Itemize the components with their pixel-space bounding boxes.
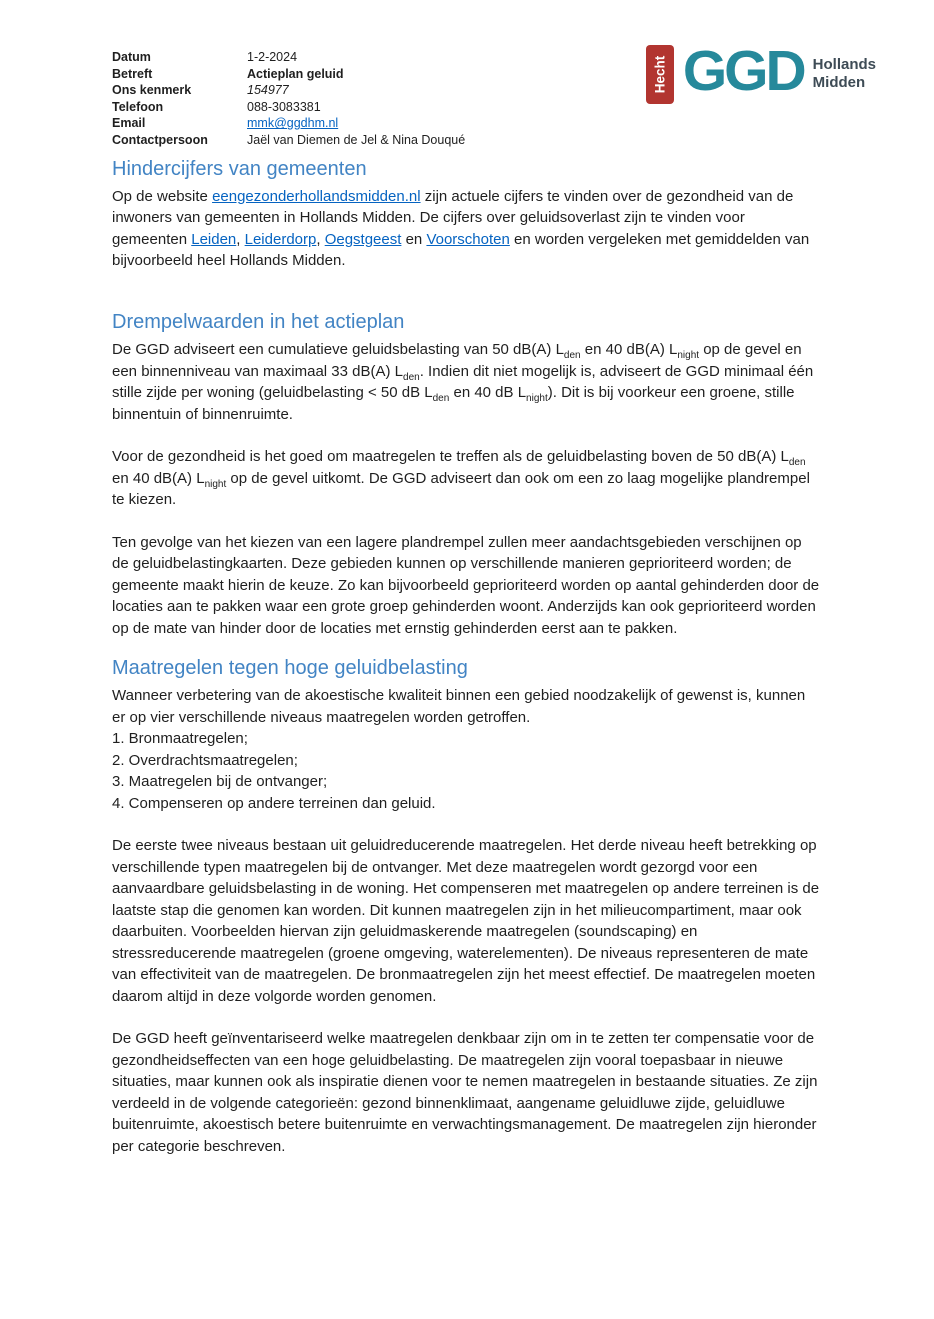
paragraph: [112, 835, 820, 1007]
text-run: De GGD heeft geïnventariseerd welke maatregelen denkbaar zijn om in te zetten ter compensatie voor de gezondheidseffecten van een hoge geluidbelasting. De maatregelen zijn vooral toepasbaar in nieuwe situaties, maar kunnen ook als inspiratie dienen voor te nemen maatregelen in bestaande situaties. Ze zijn verdeeld in de volgende categorieën: gezond binnenklimaat, aangename geluidluwe zijde, geluidluwe buitenruimte, akoestisch betere buitenruimte en verwachtingsmanagement. De maatregelen zijn hieronder per categorie beschreven.: [112, 1030, 818, 1155]
ggd-logo: [646, 39, 876, 104]
meta-value: 088-3083381: [247, 99, 321, 114]
ggd-region-name: [813, 56, 876, 92]
paragraph: [112, 186, 820, 272]
meta-row: [112, 82, 512, 99]
paragraph: [112, 532, 820, 640]
text-run: en 40 dB(A) L: [112, 469, 205, 487]
meta-value: Actieplan geluid: [247, 66, 344, 81]
subscript-text: den: [432, 393, 450, 405]
section-heading-maatregelen: Maatregelen tegen hoge geluidbelasting: [112, 657, 468, 680]
hyperlink[interactable]: eengezonderhollandsmidden.nl: [212, 187, 421, 205]
hecht-logo-text: Hecht: [652, 55, 668, 94]
meta-value: 1-2-2024: [247, 50, 298, 64]
subscript-text: night: [526, 393, 548, 405]
subscript-text: night: [204, 478, 227, 490]
text-run: op de gevel uitkomt. De GGD adviseert dan ook om een zo laag mogelijke plandrempel te kiezen.: [112, 469, 810, 509]
list-line: [112, 771, 820, 793]
hyperlink[interactable]: Leiden: [191, 230, 237, 248]
letter-header: [0, 0, 934, 149]
list-line: [112, 750, 820, 772]
hyperlink[interactable]: Voorschoten: [426, 230, 510, 248]
text-run: Voor de gezondheid is het goed om maatregelen te treffen als de geluidbelasting boven de 50 dB(A) L: [112, 448, 789, 466]
meta-row: [112, 49, 512, 66]
text-run: 3. Maatregelen bij de ontvanger;: [112, 773, 328, 791]
section-maatregelen: [112, 657, 820, 1157]
paragraph: [112, 446, 820, 511]
text-run: Op de website: [112, 187, 213, 205]
text-run: ,: [236, 230, 245, 248]
ggd-region-line1: Hollands: [812, 56, 876, 73]
section-heading-drempelwaarden: Drempelwaarden in het actieplan: [112, 311, 405, 334]
email-link[interactable]: mmk@ggdhm.nl: [247, 116, 339, 131]
hyperlink[interactable]: Leiderdorp: [244, 230, 317, 248]
meta-row: [112, 99, 512, 116]
subscript-text: den: [403, 371, 420, 383]
text-run: en 40 dB(A) L: [580, 341, 678, 359]
hyperlink[interactable]: Oegstgeest: [324, 230, 402, 248]
text-run: op de gevel en een binnenniveau van maximaal 33 dB(A) L: [112, 341, 802, 380]
text-run: Wanneer verbetering van de akoestische kwaliteit binnen een gebied noodzakelijk of gewenst is, kunnen er op vier verschillende niveaus maatregelen worden getroffen.: [112, 687, 806, 726]
text-run: zijn actuele cijfers te vinden over de gezondheid van de inwoners van gemeenten in Hollands Midden. De cijfers over geluidsoverlast zijn te vinden voor gemeenten: [112, 187, 794, 248]
text-run: en: [401, 230, 427, 248]
text-run: en 40 dB L: [449, 384, 527, 402]
paragraph: [112, 1028, 820, 1157]
section-hindercijfers: [112, 158, 820, 272]
list-line: [112, 793, 820, 815]
text-run: ,: [316, 230, 325, 248]
ggd-region-line2: Midden: [812, 74, 866, 91]
section-heading-hindercijfers: Hindercijfers van gemeenten: [112, 157, 367, 180]
text-run: De eerste twee niveaus bestaan uit geluidreducerende maatregelen. Het derde niveau heeft betrekking op verschillende typen maatregelen bij de ontvanger. Met deze maatregelen wordt gezorgd voor een aanvaardbare geluidsbelasting in de woning. Het compenseren met maatregelen op andere terreinen is de laatste stap die genomen kan worden. Dit kunnen maatregelen zijn in het milieucompartiment, maar ook daarbuiten. Voorbeelden hiervan zijn geluidmaskerende maatregelen (soundscaping) en stressreducerende maatregelen (groene omgeving, waterelementen). De niveaus representeren de mate van effectiviteit van de maatregelen. De bronmaatregelen zijn het meest effectief. De maatregelen moeten daarom altijd in deze volgorde worden genomen.: [112, 837, 820, 1005]
text-run: 2. Overdrachtsmaatregelen;: [112, 751, 298, 769]
meta-row: [112, 66, 512, 83]
document-body: [0, 149, 934, 1158]
meta-block: [112, 49, 512, 149]
text-run: . Indien dit niet mogelijk is, adviseert de GGD minimaal één stille zijde per woning (geluidbelasting < 50 dB L: [112, 362, 814, 402]
meta-label: Telefoon: [112, 99, 164, 114]
text-run: ). Dit is bij voorkeur een groene, stille binnentuin of binnenruimte.: [112, 384, 795, 423]
text-run: 4. Compenseren op andere terreinen dan geluid.: [112, 794, 436, 812]
meta-row: [112, 132, 512, 149]
subscript-text: den: [563, 350, 581, 362]
text-run: 1. Bronmaatregelen;: [112, 730, 248, 748]
text-run: Ten gevolge van het kiezen van een lagere plandrempel zullen meer aandachtsgebieden verschijnen op de geluidbelastingkaarten. Deze gebieden kunnen op verschillende manieren geprioriteerd worden; de gemeente maakt hierin de keuze. Zo kan bijvoorbeeld geprioriteerd worden op aantal gehinderden door de locaties aan te pakken waar een grote groep gehinderden woont. Anderzijds kan ook geprioriteerd worden op de mate van hinder door de locaties met ernstig gehinderden eerst aan te pakken.: [112, 533, 820, 637]
meta-label: Ons kenmerk: [112, 83, 192, 98]
paragraph: [112, 339, 820, 425]
meta-label: Email: [112, 116, 146, 131]
ggd-logo-text: GGD: [682, 39, 804, 103]
subscript-text: den: [788, 457, 806, 469]
meta-value: 154977: [247, 83, 289, 98]
meta-value: Jaël van Diemen de Jel & Nina Douqué: [247, 132, 466, 147]
hecht-logo-badge: [646, 45, 674, 104]
list-line: [112, 728, 820, 750]
subscript-text: night: [677, 350, 700, 362]
list-line: [112, 685, 820, 728]
text-run: en worden vergeleken met gemiddelden van bijvoorbeeld heel Hollands Midden.: [112, 230, 810, 270]
section-drempelwaarden: [112, 311, 820, 639]
meta-label: Betreft: [112, 66, 153, 81]
text-run: De GGD adviseert een cumulatieve geluidsbelasting van 50 dB(A) L: [112, 341, 564, 359]
meta-row: [112, 115, 512, 132]
meta-label: Contactpersoon: [112, 132, 208, 147]
meta-label: Datum: [112, 50, 151, 64]
